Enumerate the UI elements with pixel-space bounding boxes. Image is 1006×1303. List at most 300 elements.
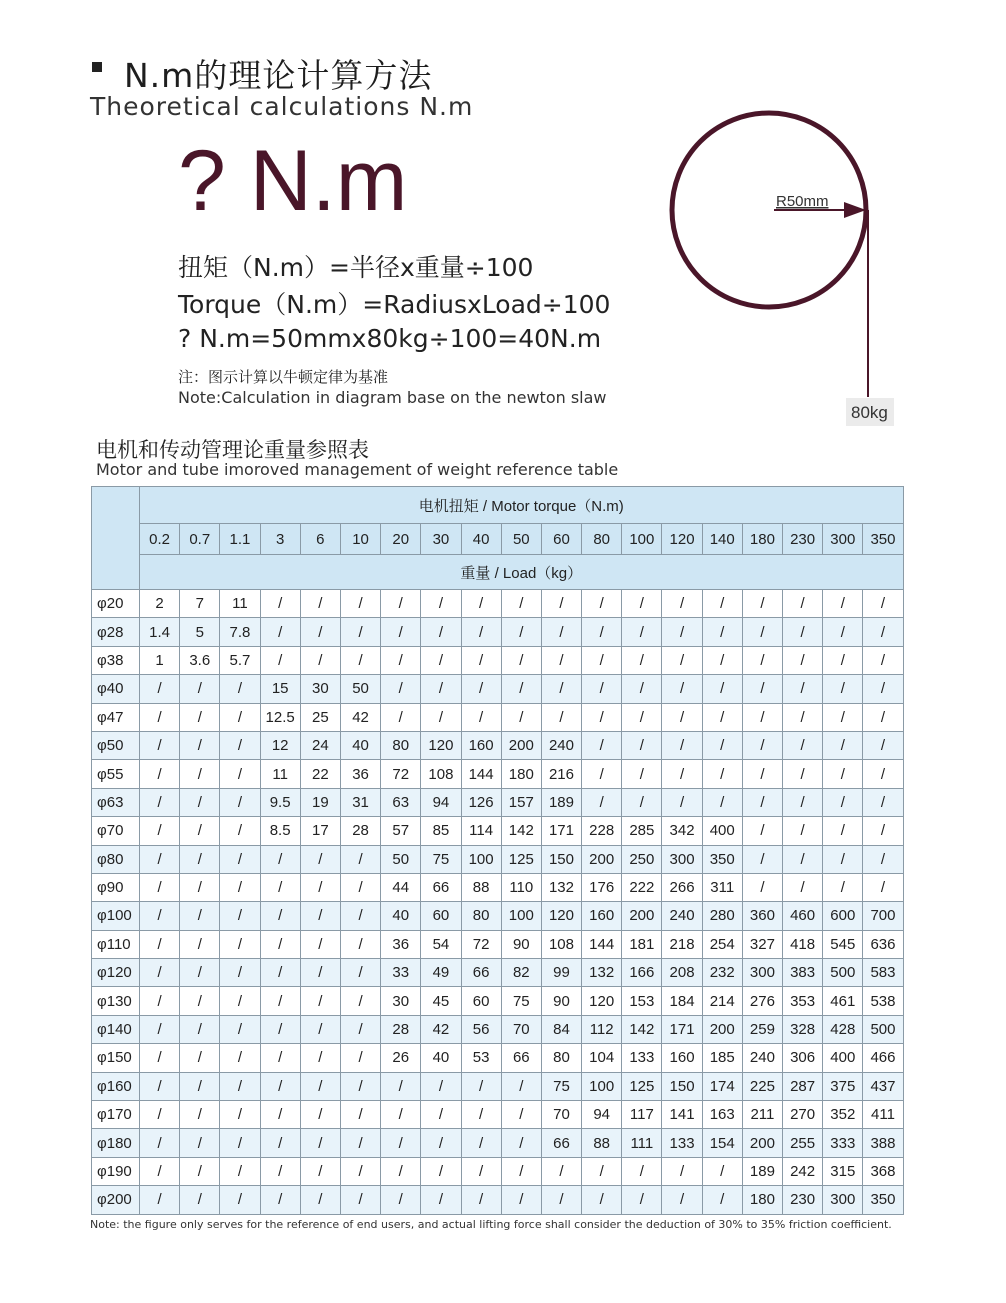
table-row xyxy=(92,1129,904,1157)
formula-cn: 扭矩（N.m）=半径x重量÷100 xyxy=(178,253,534,282)
load-value-cell: 66 xyxy=(541,1129,581,1157)
table-title-en: Motor and tube imoroved management of weight reference table xyxy=(96,460,619,479)
load-value-cell: / xyxy=(823,731,863,759)
load-value-cell: 333 xyxy=(823,1129,863,1157)
load-value-cell: 33 xyxy=(381,959,421,987)
load-value-cell: / xyxy=(180,788,220,816)
load-value-cell: 100 xyxy=(501,902,541,930)
load-value-cell: / xyxy=(300,930,340,958)
load-value-cell: / xyxy=(702,760,742,788)
load-value-cell: / xyxy=(582,618,622,646)
table-body xyxy=(92,590,904,1215)
load-value-cell: / xyxy=(180,987,220,1015)
load-value-cell: / xyxy=(140,959,180,987)
load-value-cell: 45 xyxy=(421,987,461,1015)
table-row xyxy=(92,1072,904,1100)
table-row xyxy=(92,646,904,674)
load-value-cell: / xyxy=(340,1072,380,1100)
load-value-cell: 240 xyxy=(541,731,581,759)
load-value-cell: 383 xyxy=(783,959,823,987)
torque-header-cell: 80 xyxy=(582,524,622,555)
load-value-cell: / xyxy=(702,646,742,674)
load-value-cell: / xyxy=(340,1186,380,1214)
load-value-cell: / xyxy=(220,959,260,987)
load-value-cell: 500 xyxy=(863,1015,903,1043)
load-value-cell: 280 xyxy=(702,902,742,930)
load-value-cell: 66 xyxy=(461,959,501,987)
load-value-cell: / xyxy=(702,618,742,646)
load-value-cell: 218 xyxy=(662,930,702,958)
load-value-cell: / xyxy=(541,646,581,674)
load-value-cell: / xyxy=(823,845,863,873)
load-value-cell: 60 xyxy=(461,987,501,1015)
load-value-cell: / xyxy=(582,590,622,618)
load-value-cell: / xyxy=(461,590,501,618)
load-value-cell: 342 xyxy=(662,817,702,845)
load-value-cell: / xyxy=(300,1044,340,1072)
load-value-cell: / xyxy=(461,646,501,674)
load-value-cell: / xyxy=(260,590,300,618)
load-value-cell: / xyxy=(783,590,823,618)
load-value-cell: 108 xyxy=(421,760,461,788)
load-value-cell: / xyxy=(180,703,220,731)
load-value-cell: 142 xyxy=(622,1015,662,1043)
load-value-cell: 1 xyxy=(140,646,180,674)
load-value-cell: 50 xyxy=(381,845,421,873)
load-value-cell: / xyxy=(140,930,180,958)
table-row xyxy=(92,760,904,788)
load-value-cell: 174 xyxy=(702,1072,742,1100)
load-value-cell: / xyxy=(461,618,501,646)
load-value-cell: 36 xyxy=(381,930,421,958)
load-value-cell: 22 xyxy=(300,760,340,788)
load-value-cell: 240 xyxy=(742,1044,782,1072)
load-value-cell: / xyxy=(863,760,903,788)
load-value-cell: / xyxy=(381,675,421,703)
load-value-cell: 11 xyxy=(260,760,300,788)
load-value-cell: / xyxy=(220,817,260,845)
load-value-cell: / xyxy=(220,902,260,930)
load-value-cell: / xyxy=(863,731,903,759)
load-value-cell: 75 xyxy=(421,845,461,873)
load-value-cell: / xyxy=(863,590,903,618)
load-value-cell: 200 xyxy=(501,731,541,759)
load-value-cell: / xyxy=(622,590,662,618)
load-value-cell: / xyxy=(421,618,461,646)
load-value-cell: / xyxy=(140,788,180,816)
tube-diameter-label: φ160 xyxy=(92,1072,140,1100)
load-value-cell: / xyxy=(180,1044,220,1072)
load-value-cell: 254 xyxy=(702,930,742,958)
formula-example: ? N.m=50mmx80kg÷100=40N.m xyxy=(178,324,602,353)
load-value-cell: 24 xyxy=(300,731,340,759)
load-value-cell: / xyxy=(140,731,180,759)
load-value-cell: 142 xyxy=(501,817,541,845)
load-value-cell: 240 xyxy=(662,902,702,930)
load-value-cell: 176 xyxy=(582,873,622,901)
load-value-cell: 600 xyxy=(823,902,863,930)
load-value-cell: / xyxy=(742,845,782,873)
load-value-cell: / xyxy=(260,959,300,987)
load-value-cell: 49 xyxy=(421,959,461,987)
load-value-cell: 350 xyxy=(702,845,742,873)
load-value-cell: 54 xyxy=(421,930,461,958)
load-value-cell: 545 xyxy=(823,930,863,958)
load-value-cell: 181 xyxy=(622,930,662,958)
load-value-cell: 327 xyxy=(742,930,782,958)
load-value-cell: / xyxy=(582,788,622,816)
load-value-cell: 242 xyxy=(783,1157,823,1185)
load-value-cell: / xyxy=(863,873,903,901)
load-value-cell: 84 xyxy=(541,1015,581,1043)
load-value-cell: / xyxy=(541,675,581,703)
load-value-cell: / xyxy=(260,1186,300,1214)
load-value-cell: / xyxy=(300,646,340,674)
torque-header-cell: 350 xyxy=(863,524,903,555)
load-value-cell: 53 xyxy=(461,1044,501,1072)
load-value-cell: 300 xyxy=(742,959,782,987)
load-value-cell: / xyxy=(300,1186,340,1214)
load-value-cell: 120 xyxy=(541,902,581,930)
load-value-cell: / xyxy=(501,675,541,703)
load-value-cell: 63 xyxy=(381,788,421,816)
torque-header: 电机扭矩 / Motor torque（N.m) xyxy=(140,487,904,524)
load-value-cell: / xyxy=(340,1101,380,1129)
load-value-cell: / xyxy=(823,590,863,618)
load-value-cell: / xyxy=(300,987,340,1015)
load-value-cell: 200 xyxy=(742,1129,782,1157)
load-value-cell: 82 xyxy=(501,959,541,987)
load-value-cell: 200 xyxy=(622,902,662,930)
load-value-cell: 144 xyxy=(582,930,622,958)
load-value-cell: / xyxy=(461,1157,501,1185)
load-value-cell: / xyxy=(140,987,180,1015)
load-value-cell: / xyxy=(622,1186,662,1214)
load-value-cell: 56 xyxy=(461,1015,501,1043)
torque-header-cell: 100 xyxy=(622,524,662,555)
load-value-cell: / xyxy=(220,845,260,873)
load-value-cell: / xyxy=(220,1015,260,1043)
load-value-cell: 72 xyxy=(461,930,501,958)
torque-header-cell: 1.1 xyxy=(220,524,260,555)
load-value-cell: / xyxy=(260,930,300,958)
pulley-diagram xyxy=(640,100,940,440)
table-row xyxy=(92,930,904,958)
load-value-cell: / xyxy=(823,760,863,788)
load-value-cell: / xyxy=(180,1015,220,1043)
load-value-cell: 114 xyxy=(461,817,501,845)
load-value-cell: / xyxy=(582,731,622,759)
load-value-cell: / xyxy=(783,873,823,901)
load-value-cell: / xyxy=(220,1157,260,1185)
load-value-cell: 266 xyxy=(662,873,702,901)
load-value-cell: / xyxy=(863,675,903,703)
load-value-cell: 42 xyxy=(340,703,380,731)
radius-label: R50mm xyxy=(776,193,829,210)
load-value-cell: 232 xyxy=(702,959,742,987)
load-value-cell: / xyxy=(220,675,260,703)
load-value-cell: 44 xyxy=(381,873,421,901)
radius-arrowhead xyxy=(844,202,866,218)
load-value-cell: / xyxy=(622,646,662,674)
tube-diameter-label: φ120 xyxy=(92,959,140,987)
load-value-cell: 230 xyxy=(783,1186,823,1214)
load-value-cell: 88 xyxy=(582,1129,622,1157)
load-value-cell: / xyxy=(742,760,782,788)
load-value-cell: / xyxy=(662,590,702,618)
load-value-cell: 350 xyxy=(863,1186,903,1214)
load-value-cell: 214 xyxy=(702,987,742,1015)
load-value-cell: / xyxy=(742,731,782,759)
load-value-cell: 150 xyxy=(541,845,581,873)
load-value-cell: 2 xyxy=(140,590,180,618)
load-value-cell: 163 xyxy=(702,1101,742,1129)
load-value-cell: 583 xyxy=(863,959,903,987)
load-value-cell: / xyxy=(702,703,742,731)
load-value-cell: / xyxy=(180,760,220,788)
load-value-cell: / xyxy=(140,817,180,845)
load-value-cell: / xyxy=(300,845,340,873)
load-value-cell: 461 xyxy=(823,987,863,1015)
load-value-cell: / xyxy=(140,1186,180,1214)
load-value-cell: / xyxy=(582,1157,622,1185)
load-value-cell: 60 xyxy=(421,902,461,930)
load-value-cell: / xyxy=(381,1072,421,1100)
load-value-cell: 126 xyxy=(461,788,501,816)
load-value-cell: / xyxy=(662,646,702,674)
load-value-cell: 154 xyxy=(702,1129,742,1157)
load-value-cell: / xyxy=(300,1101,340,1129)
load-value-cell: / xyxy=(582,1186,622,1214)
load-value-cell: 228 xyxy=(582,817,622,845)
table-row xyxy=(92,1157,904,1185)
load-value-cell: 368 xyxy=(863,1157,903,1185)
tube-diameter-label: φ150 xyxy=(92,1044,140,1072)
load-value-cell: / xyxy=(421,1186,461,1214)
load-value-cell: 5 xyxy=(180,618,220,646)
load-value-cell: / xyxy=(340,959,380,987)
load-value-cell: 306 xyxy=(783,1044,823,1072)
load-value-cell: / xyxy=(260,618,300,646)
load-value-cell: / xyxy=(300,618,340,646)
load-value-cell: / xyxy=(180,1157,220,1185)
torque-header-cell: 30 xyxy=(421,524,461,555)
load-value-cell: / xyxy=(783,703,823,731)
load-value-cell: 144 xyxy=(461,760,501,788)
torque-header-cell: 0.7 xyxy=(180,524,220,555)
load-value-cell: 80 xyxy=(541,1044,581,1072)
load-header: 重量 / Load（kg） xyxy=(140,555,904,590)
load-value-cell: 160 xyxy=(662,1044,702,1072)
load-value-cell: 180 xyxy=(501,760,541,788)
load-value-cell: 180 xyxy=(742,1186,782,1214)
table-row xyxy=(92,845,904,873)
load-value-cell: 90 xyxy=(501,930,541,958)
load-value-cell: / xyxy=(702,675,742,703)
load-value-cell: 9.5 xyxy=(260,788,300,816)
load-value-cell: 108 xyxy=(541,930,581,958)
load-value-cell: / xyxy=(622,788,662,816)
load-value-cell: / xyxy=(622,1157,662,1185)
table-title-cn: 电机和传动管理论重量参照表 xyxy=(96,438,369,462)
tube-diameter-label: φ190 xyxy=(92,1157,140,1185)
load-value-cell: 1.4 xyxy=(140,618,180,646)
load-value-cell: 117 xyxy=(622,1101,662,1129)
tube-diameter-label: φ38 xyxy=(92,646,140,674)
load-value-cell: 40 xyxy=(381,902,421,930)
load-value-cell: 17 xyxy=(300,817,340,845)
load-value-cell: / xyxy=(823,703,863,731)
load-value-cell: / xyxy=(340,873,380,901)
load-value-cell: / xyxy=(180,902,220,930)
load-value-cell: 70 xyxy=(541,1101,581,1129)
load-value-cell: / xyxy=(220,987,260,1015)
load-value-cell: 104 xyxy=(582,1044,622,1072)
load-value-cell: / xyxy=(300,902,340,930)
table-row xyxy=(92,788,904,816)
load-value-cell: 300 xyxy=(823,1186,863,1214)
load-value-cell: 133 xyxy=(622,1044,662,1072)
load-value-cell: / xyxy=(381,590,421,618)
load-value-cell: / xyxy=(622,618,662,646)
load-value-cell: 70 xyxy=(501,1015,541,1043)
load-value-cell: 200 xyxy=(702,1015,742,1043)
tube-diameter-label: φ40 xyxy=(92,675,140,703)
load-value-cell: 40 xyxy=(340,731,380,759)
load-value-cell: 150 xyxy=(662,1072,702,1100)
load-value-cell: 110 xyxy=(501,873,541,901)
load-value-cell: / xyxy=(300,959,340,987)
load-value-cell: 120 xyxy=(421,731,461,759)
load-value-cell: / xyxy=(823,788,863,816)
note-en: Note:Calculation in diagram base on the newton slaw xyxy=(178,388,607,407)
load-value-cell: / xyxy=(140,760,180,788)
load-value-cell: 636 xyxy=(863,930,903,958)
load-value-cell: 99 xyxy=(541,959,581,987)
load-value-cell: 132 xyxy=(541,873,581,901)
table-row xyxy=(92,987,904,1015)
load-value-cell: / xyxy=(461,703,501,731)
load-value-cell: / xyxy=(180,930,220,958)
load-value-cell: / xyxy=(823,618,863,646)
load-value-cell: 311 xyxy=(702,873,742,901)
tube-diameter-label: φ90 xyxy=(92,873,140,901)
load-value-cell: / xyxy=(863,817,903,845)
load-value-cell: / xyxy=(300,1129,340,1157)
tube-diameter-label: φ20 xyxy=(92,590,140,618)
load-value-cell: / xyxy=(582,760,622,788)
load-value-cell: 100 xyxy=(461,845,501,873)
load-value-cell: 66 xyxy=(421,873,461,901)
load-value-cell: / xyxy=(582,703,622,731)
load-value-cell: 30 xyxy=(381,987,421,1015)
load-value-cell: 208 xyxy=(662,959,702,987)
load-value-cell: / xyxy=(180,731,220,759)
load-value-cell: / xyxy=(140,1044,180,1072)
load-value-cell: 80 xyxy=(381,731,421,759)
load-value-cell: 360 xyxy=(742,902,782,930)
load-value-cell: / xyxy=(501,703,541,731)
load-value-cell: 437 xyxy=(863,1072,903,1100)
load-value-cell: / xyxy=(140,845,180,873)
torque-header-cell: 0.2 xyxy=(140,524,180,555)
torque-header-cell: 40 xyxy=(461,524,501,555)
load-value-cell: / xyxy=(140,1129,180,1157)
load-value-cell: 88 xyxy=(461,873,501,901)
load-value-cell: / xyxy=(662,618,702,646)
torque-header-cell: 60 xyxy=(541,524,581,555)
page-title-en: Theoretical calculations N.m xyxy=(90,92,474,121)
load-value-cell: / xyxy=(501,1157,541,1185)
load-value-cell: 28 xyxy=(340,817,380,845)
load-value-cell: / xyxy=(541,590,581,618)
load-value-cell: / xyxy=(381,1129,421,1157)
load-value-cell: 90 xyxy=(541,987,581,1015)
load-value-cell: 255 xyxy=(783,1129,823,1157)
torque-values-row xyxy=(92,524,904,555)
load-value-cell: / xyxy=(501,1129,541,1157)
load-value-cell: / xyxy=(140,873,180,901)
load-value-cell: / xyxy=(260,1015,300,1043)
load-value-cell: / xyxy=(501,618,541,646)
load-value-cell: 3.6 xyxy=(180,646,220,674)
table-header xyxy=(92,487,904,590)
load-value-cell: / xyxy=(140,1015,180,1043)
load-value-cell: / xyxy=(220,873,260,901)
load-value-cell: / xyxy=(461,1186,501,1214)
load-value-cell: / xyxy=(260,646,300,674)
load-value-cell: 125 xyxy=(622,1072,662,1100)
load-value-cell: / xyxy=(260,1157,300,1185)
load-value-cell: 157 xyxy=(501,788,541,816)
load-value-cell: / xyxy=(220,731,260,759)
tube-diameter-label: φ47 xyxy=(92,703,140,731)
load-value-cell: 26 xyxy=(381,1044,421,1072)
tube-diameter-label: φ170 xyxy=(92,1101,140,1129)
load-value-cell: / xyxy=(180,873,220,901)
load-value-cell: 50 xyxy=(340,675,380,703)
load-value-cell: 57 xyxy=(381,817,421,845)
load-value-cell: / xyxy=(702,731,742,759)
load-value-cell: / xyxy=(381,618,421,646)
load-value-cell: / xyxy=(662,1186,702,1214)
tube-diameter-label: φ63 xyxy=(92,788,140,816)
tube-diameter-label: φ28 xyxy=(92,618,140,646)
torque-header-cell: 180 xyxy=(742,524,782,555)
load-value-cell: / xyxy=(340,902,380,930)
load-value-cell: / xyxy=(140,675,180,703)
load-value-cell: / xyxy=(340,646,380,674)
load-value-cell: 315 xyxy=(823,1157,863,1185)
load-value-cell: / xyxy=(340,845,380,873)
load-value-cell: 500 xyxy=(823,959,863,987)
torque-header-cell: 6 xyxy=(300,524,340,555)
load-value-cell: 388 xyxy=(863,1129,903,1157)
torque-header-cell: 50 xyxy=(501,524,541,555)
load-value-cell: / xyxy=(300,873,340,901)
load-value-cell: / xyxy=(622,731,662,759)
load-value-cell: 259 xyxy=(742,1015,782,1043)
load-value-cell: / xyxy=(220,930,260,958)
load-value-cell: / xyxy=(783,731,823,759)
load-value-cell: 225 xyxy=(742,1072,782,1100)
load-value-cell: / xyxy=(421,646,461,674)
load-value-cell: / xyxy=(622,760,662,788)
load-value-cell: / xyxy=(783,646,823,674)
load-value-cell: / xyxy=(742,646,782,674)
load-value-cell: 538 xyxy=(863,987,903,1015)
note-cn: 注：图示计算以牛顿定律为基准 xyxy=(178,368,389,386)
